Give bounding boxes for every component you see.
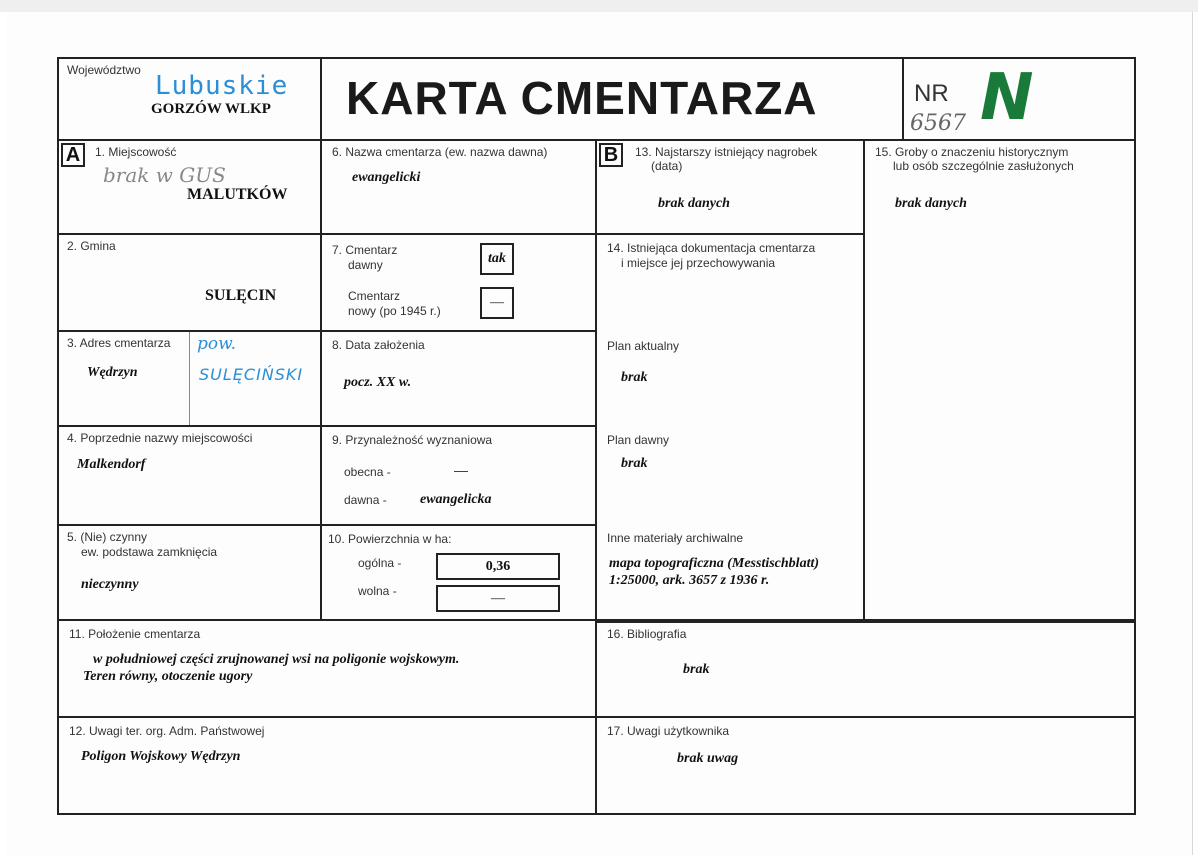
field-6-cell: [320, 139, 597, 235]
field-1-value: MALUTKÓW: [187, 186, 288, 203]
plan-aktualny-value: brak: [621, 370, 648, 385]
field-3-cell: [57, 330, 322, 427]
section-a-badge: A: [61, 143, 85, 167]
nr-handwritten: 6567: [910, 111, 966, 136]
wojewodztwo-old: GORZÓW WLKP: [151, 101, 271, 117]
field-10-ogolna-box: 0,36: [436, 553, 560, 580]
field-9-cell: [320, 425, 597, 526]
field-7-label-1: 7. Cmentarz: [332, 243, 398, 257]
plan-aktualny-label: Plan aktualny: [607, 339, 680, 353]
field-2-cell: [57, 233, 322, 332]
field-14-label-2: i miejsce jej przechowywania: [621, 256, 776, 270]
inne-materialy-value-1: mapa topograficzna (Messtischblatt): [609, 556, 820, 571]
field-4-cell: [57, 425, 322, 526]
inne-materialy-label: Inne materiały archiwalne: [607, 531, 744, 545]
card-title: KARTA CMENTARZA: [346, 72, 818, 124]
field-7-cell: [320, 233, 597, 332]
field-11-label: 11. Położenie cmentarza: [69, 627, 201, 641]
field-14-cell: [595, 233, 865, 623]
field-10-ogolna-label: ogólna -: [358, 556, 402, 570]
field-9-label: 9. Przynależność wyznaniowa: [332, 433, 493, 447]
field-11-value-1: w południowej części zrujnowanej wsi na poligonie wojskowym.: [93, 652, 460, 667]
wojewodztwo-cell: [57, 57, 322, 141]
field-12-label: 12. Uwagi ter. org. Adm. Państwowej: [69, 724, 265, 738]
field-5-value: nieczynny: [81, 577, 139, 592]
field-9-dawna-value: ewangelicka: [420, 492, 492, 507]
field-7-dawny-box: tak: [480, 243, 514, 275]
field-7-nowy-label-1: Cmentarz: [348, 289, 401, 303]
field-10-cell: [320, 524, 597, 621]
field-7-nowy-box: —: [480, 287, 514, 319]
field-7-nowy-label-2: nowy (po 1945 r.): [348, 304, 441, 318]
field-5-label-2: ew. podstawa zamknięcia: [81, 545, 218, 559]
field-15-cell: [863, 139, 1136, 623]
nr-marker: N: [980, 61, 1034, 135]
field-12-cell: [57, 716, 597, 815]
field-14-label-1: 14. Istniejąca dokumentacja cmentarza: [607, 241, 816, 255]
field-9-dawna-label: dawna -: [344, 493, 387, 507]
field-13-value: brak danych: [658, 196, 730, 211]
field-16-label: 16. Bibliografia: [607, 627, 687, 641]
field-10-wolna-box: —: [436, 585, 560, 612]
field-3-divider: [189, 332, 190, 427]
field-9-obecna-label: obecna -: [344, 465, 391, 479]
nr-cell: [902, 57, 1136, 141]
field-13-label-1: 13. Najstarszy istniejący nagrobek: [635, 145, 818, 159]
field-1-label: 1. Miejscowość: [95, 145, 177, 159]
cemetery-card: [6, 12, 1193, 855]
plan-dawny-value: brak: [621, 456, 648, 471]
field-3-label: 3. Adres cmentarza: [67, 336, 171, 350]
scan-edge: [0, 0, 1198, 12]
field-13-label-2: (data): [651, 159, 683, 173]
field-3-blue-bottom: SULĘCIŃSKI: [199, 365, 304, 384]
wojewodztwo-label: Województwo: [67, 63, 141, 77]
field-3-value: Wędrzyn: [87, 365, 138, 380]
section-b-badge: B: [599, 143, 623, 167]
field-6-value: ewangelicki: [352, 170, 421, 185]
field-4-value: Malkendorf: [77, 457, 146, 472]
field-9-obecna-value: —: [454, 462, 468, 478]
field-2-label: 2. Gmina: [67, 239, 116, 253]
field-15-value: brak danych: [895, 196, 967, 211]
field-1-cell: [57, 139, 322, 235]
field-11-cell: [57, 619, 597, 718]
field-17-value: brak uwag: [677, 751, 739, 766]
field-15-label-1: 15. Groby o znaczeniu historycznym: [875, 145, 1069, 159]
field-15-label-2: lub osób szczególnie zasłużonych: [893, 159, 1074, 173]
field-7-label-2: dawny: [348, 258, 383, 272]
field-5-cell: [57, 524, 322, 621]
field-16-cell: [595, 619, 1136, 718]
field-16-value: brak: [683, 662, 710, 677]
field-13-cell: [595, 139, 865, 235]
field-10-label: 10. Powierzchnia w ha:: [328, 532, 452, 546]
field-8-value: pocz. XX w.: [344, 375, 412, 390]
field-2-value: SULĘCIN: [205, 287, 277, 304]
field-4-label: 4. Poprzednie nazwy miejscowości: [67, 431, 253, 445]
field-6-label: 6. Nazwa cmentarza (ew. nazwa dawna): [332, 145, 548, 159]
field-8-label: 8. Data założenia: [332, 338, 425, 352]
inne-materialy-value-2: 1:25000, ark. 3657 z 1936 r.: [609, 573, 770, 588]
wojewodztwo-stamp: Lubuskie: [155, 71, 289, 101]
plan-dawny-label: Plan dawny: [607, 433, 670, 447]
field-17-cell: [595, 716, 1136, 815]
field-8-cell: [320, 330, 597, 427]
field-10-wolna-label: wolna -: [358, 584, 397, 598]
field-5-label-1: 5. (Nie) czynny: [67, 530, 148, 544]
field-11-value-2: Teren równy, otoczenie ugory: [83, 669, 253, 684]
field-12-value: Poligon Wojskowy Wędrzyn: [81, 749, 241, 764]
field-1-handwritten: brak w GUS: [103, 163, 226, 187]
field-17-label: 17. Uwagi użytkownika: [607, 724, 730, 738]
nr-label: NR: [914, 80, 949, 107]
title-cell: [320, 57, 904, 141]
field-3-blue-top: pow.: [197, 334, 237, 354]
